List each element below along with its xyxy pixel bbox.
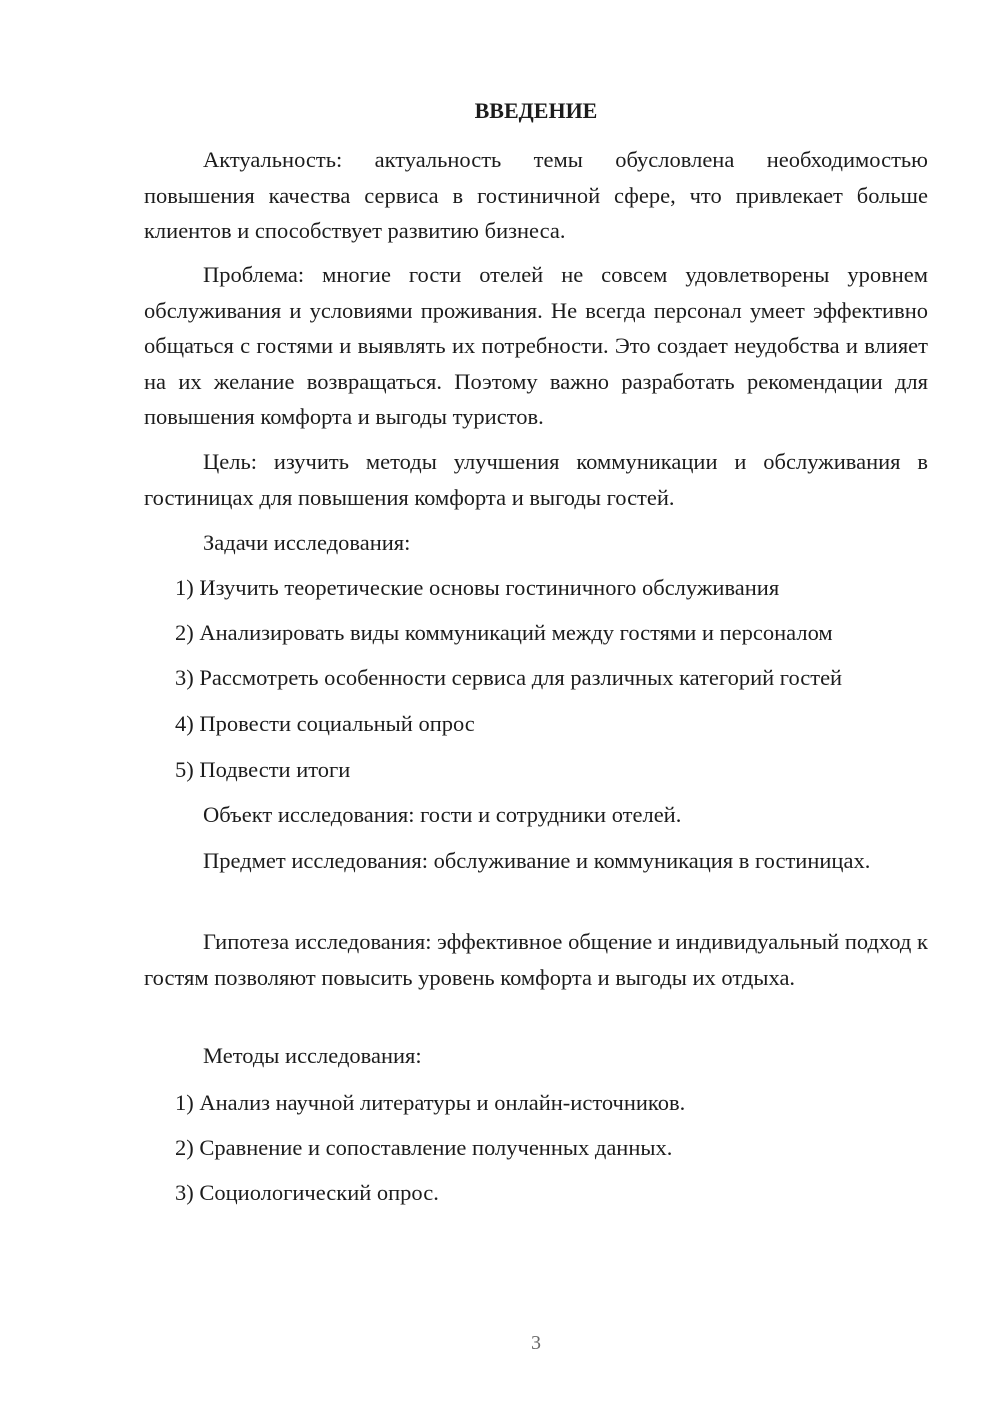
- method-item-1: 1) Анализ научной литературы и онлайн-источников.: [175, 1090, 686, 1115]
- goal-text: Цель: изучить методы улучшения коммуникации и обслуживания в гостиницах для повышения комфорта и выгоды гостей.: [144, 449, 928, 510]
- task-item-5: 5) Подвести итоги: [175, 757, 351, 782]
- task-item-3: 3) Рассмотреть особенности сервиса для различных категорий гостей: [175, 665, 843, 690]
- methods-heading: Методы исследования:: [203, 1043, 422, 1068]
- method-item-2: 2) Сравнение и сопоставление полученных данных.: [175, 1135, 673, 1160]
- hypothesis-paragraph: [144, 924, 928, 995]
- section-title: ВВЕДЕНИЕ: [474, 98, 598, 123]
- hypothesis-text: Гипотеза исследования: эффективное общение и индивидуальный подход к гостям позволяют повысить уровень комфорта и выгоды их отдыха.: [144, 929, 928, 990]
- problem-paragraph: [144, 257, 928, 435]
- tasks-heading: Задачи исследования:: [203, 530, 411, 555]
- relevance-text: Актуальность: актуальность темы обусловлена необходимостью повышения качества сервиса в гостиничной сфере, что привлекает больше клиентов и способствует развитию бизнеса.: [144, 147, 928, 243]
- task-item-1: 1) Изучить теоретические основы гостиничного обслуживания: [175, 575, 780, 600]
- task-item-4: 4) Провести социальный опрос: [175, 711, 475, 736]
- problem-text: Проблема: многие гости отелей не совсем удовлетворены уровнем обслуживания и условиями проживания. Не всегда персонал умеет эффективно общаться с гостями и выявлять их потребности. Это создает неудобства и влияет на их желание возвращаться. Поэтому важно разработать рекомендации для повышения комфорта и выгоды туристов.: [144, 262, 928, 429]
- subject-paragraph: [144, 843, 928, 879]
- page-number: 3: [531, 1332, 541, 1354]
- relevance-paragraph: [144, 142, 928, 249]
- object-text: Объект исследования: гости и сотрудники отелей.: [203, 802, 682, 827]
- subject-text: Предмет исследования: обслуживание и коммуникация в гостиницах.: [203, 848, 871, 873]
- method-item-3: 3) Социологический опрос.: [175, 1180, 439, 1205]
- task-item-2: 2) Анализировать виды коммуникаций между гостями и персоналом: [175, 620, 833, 645]
- goal-paragraph: [144, 444, 928, 515]
